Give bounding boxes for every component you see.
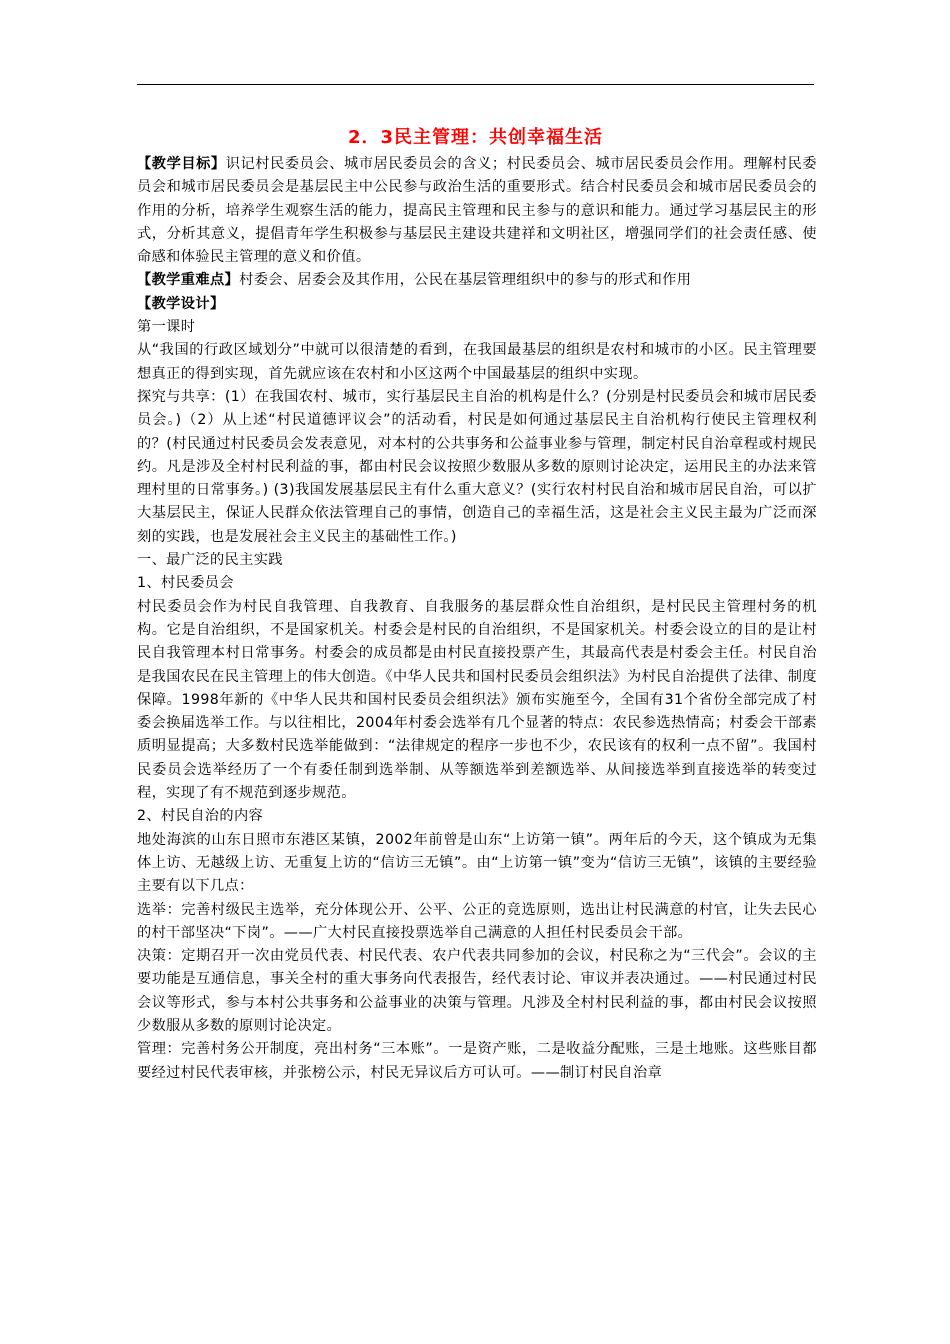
page-title: 2．3民主管理：共创幸福生活 [347, 127, 604, 148]
document-body [137, 153, 817, 1085]
paragraph-text: 第一课时 [137, 319, 196, 336]
paragraph-text: 识记村民委员会、城市居民委员会的含义；村民委员会、城市居民委员会作用。理解村民委员会和城市居民委员会是基层民主中公民参与政治生活的重要形式。结合村民委员会和城市居民委员会的作用的分析，培养学生观察生活的能力，提高民主管理和民主参与的意识和能力。通过学习基层民主的形式，分析其意义，提倡青年学生积极参与基层民主建设共建祥和文明社区，增强同学们的社会责任感、使命感和体验民主管理的意义和价值。 [137, 156, 817, 266]
paragraph-case-intro [137, 829, 817, 899]
paragraph-text: 1、村民委员会 [137, 575, 234, 592]
paragraph-text: 管理：完善村务公开制度，亮出村务“三本账”。一是资产账，二是收益分配账，三是土地账。这些账目都要经过村民代表审核，并张榜公示，村民无异议后方可认可。——制订村民自治章 [137, 1041, 817, 1081]
section-label: 【教学重难点】 [137, 272, 240, 289]
paragraph-text: 2、村民自治的内容 [137, 808, 264, 825]
paragraph-explore-share [137, 386, 817, 549]
paragraph-subheading-self-governance [137, 805, 817, 828]
paragraph-village-committee [137, 596, 817, 806]
paragraph-teaching-design [137, 293, 817, 316]
paragraph-election [137, 899, 817, 946]
section-label: 【教学设计】 [137, 295, 225, 312]
paragraph-lesson-heading [137, 316, 817, 339]
paragraph-text: 地处海滨的山东日照市东港区某镇，2002年前曾是山东“上访第一镇”。两年后的今天，这个镇成为无集体上访、无越级上访、无重复上访的“信访三无镇”。由“上访第一镇”变为“信访三无镇”，该镇的主要经验主要有以下几点： [137, 831, 817, 895]
paragraph-teaching-goals [137, 153, 817, 269]
paragraph-text: 选举：完善村级民主选举，充分体现公开、公平、公正的竞选原则，选出让村民满意的村官，让失去民心的村干部坚决“下岗”。——广大村民直接投票选举自己满意的人担任村民委员会干部。 [137, 901, 817, 941]
paragraph-text: 一、最广泛的民主实践 [137, 552, 283, 569]
header-rule [137, 84, 814, 85]
paragraph-key-points [137, 269, 817, 292]
paragraph-text: 村民委员会作为村民自我管理、自我教育、自我服务的基层群众性自治组织，是村民民主管理村务的机构。它是自治组织，不是国家机关。村委会是村民的自治组织，不是国家机关。村委会设立的目的是让村民自我管理本村日常事务。村委会的成员都是由村民直接投票产生，其最高代表是村委会主任。村民自治是我国农民在民主管理上的伟大创造。《中华人民共和国村民委员会组织法》为村民自治提供了法律、制度保障。1998年新的《中华人民共和国村民委员会组织法》颁布实施至今，全国有31个省份全部完成了村委会换届选举工作。与以往相比，2004年村委会选举有几个显著的特点：农民参选热情高；村委会干部素质明显提高；大多数村民选举能做到：“法律规定的程序一步也不少，农民该有的权利一点不留”。我国村民委员会选举经历了一个有委任制到选举制、从等额选举到差额选举、从间接选举到直接选举的转变过程，实现了有不规范到逐步规范。 [137, 598, 817, 802]
paragraph-text: 从“我国的行政区域划分”中就可以很清楚的看到，在我国最基层的组织是农村和城市的小区。民主管理要想真正的得到实现，首先就应该在农村和小区这两个中国最基层的组织中实现。 [137, 342, 817, 382]
paragraph-subheading-village-committee [137, 572, 817, 595]
paragraph-decision [137, 945, 817, 1038]
paragraph-text: 决策：定期召开一次由党员代表、村民代表、农户代表共同参加的会议，村民称之为“三代会”。会议的主要功能是互通信息，事关全村的重大事务向代表报告，经代表讨论、审议并表决通过。——村民通过村民会议等形式，参与本村公共事务和公益事业的决策与管理。凡涉及全村村民利益的事，都由村民会议按照少数服从多数的原则讨论决定。 [137, 948, 817, 1034]
paragraph-management [137, 1038, 817, 1085]
paragraph-text: 探究与共享：(1）在我国农村、城市，实行基层民主自治的机构是什么？(分别是村民委员会和城市居民委员会。)（2）从上述“村民道德评议会”的活动看，村民是如何通过基层民主自治机构行使民主管理权利的？(村民通过村民委员会发表意见，对本村的公共事务和公益事业参与管理，制定村民自治章程或村规民约。凡是涉及全村村民利益的事，都由村民会议按照少数服从多数的原则讨论决定，运用民主的办法来管理村里的日常事务。) (3)我国发展基层民主有什么重大意义？(实行农村村民自治和城市居民自治，可以扩大基层民主，保证人民群众依法管理自己的事情，创造自己的幸福生活，这是社会主义民主最为广泛而深刻的实践，也是发展社会主义民主的基础性工作。) [137, 388, 817, 545]
paragraph-section-one-heading [137, 549, 817, 572]
paragraph-intro [137, 339, 817, 386]
paragraph-text: 村委会、居委会及其作用，公民在基层管理组织中的参与的形式和作用 [239, 272, 692, 289]
section-label: 【教学目标】 [137, 156, 226, 172]
